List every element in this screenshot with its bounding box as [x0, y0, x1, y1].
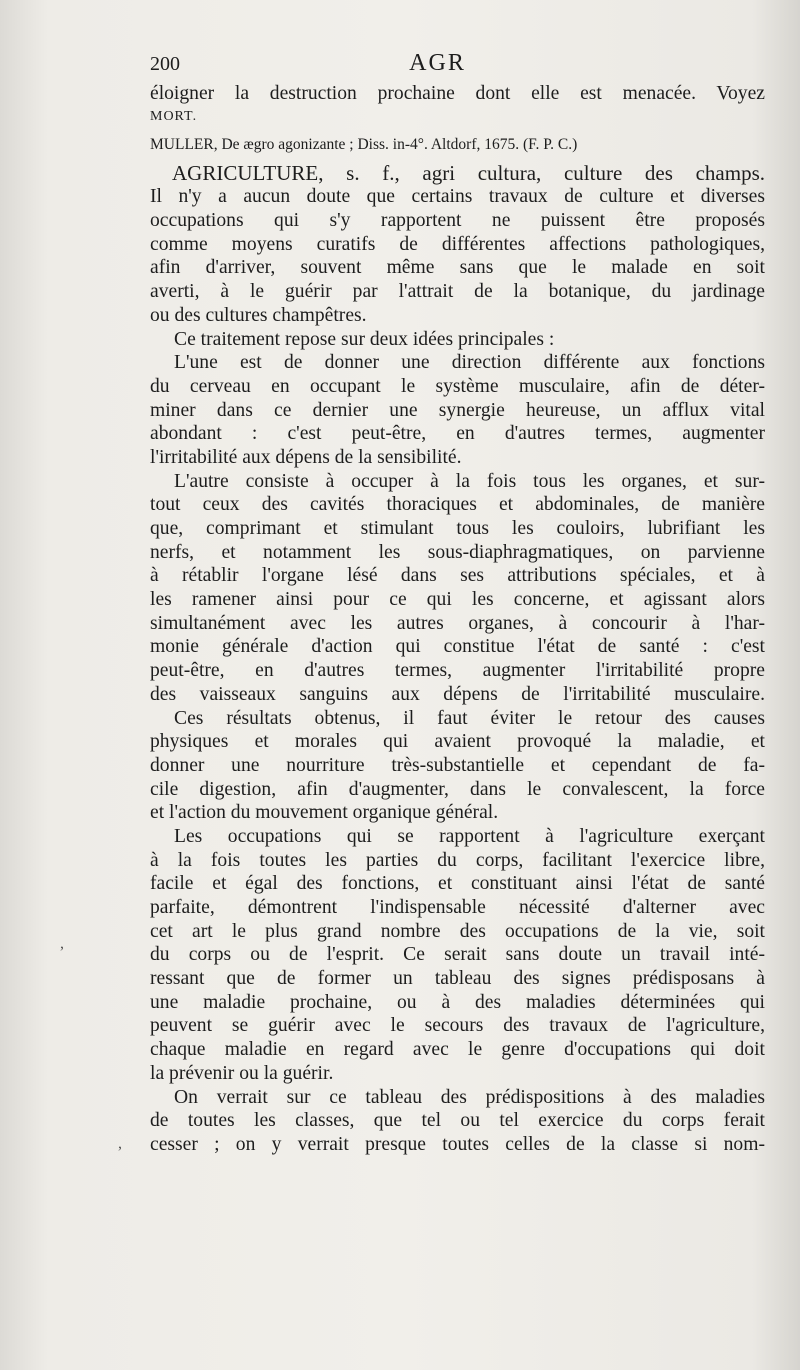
text-line: chaque maladie en regard avec le genre d'occupations qui doit — [150, 1039, 765, 1061]
text-line: du corps ou de l'esprit. Ce serait sans doute un travail inté- — [150, 944, 765, 966]
text-line: de toutes les classes, que tel ou tel exercice du corps ferait — [150, 1110, 765, 1132]
text-line: afin d'arriver, souvent même sans que le malade en soit — [150, 257, 765, 279]
text-line: nerfs, et notamment les sous-diaphragmatiques, on parvienne — [150, 541, 765, 563]
text-line: à rétablir l'organe lésé dans ses attributions spéciales, et à — [150, 565, 765, 587]
text-line: comme moyens curatifs de différentes affections pathologiques, — [150, 233, 765, 255]
text-line: miner dans ce dernier une synergie heureuse, un afflux vital — [150, 399, 765, 421]
text-line: Ces résultats obtenus, il faut éviter le retour des causes — [174, 707, 765, 729]
text-line: cet art le plus grand nombre des occupations de la vie, soit — [150, 920, 765, 942]
text-line: facile et égal des fonctions, et constituant ainsi l'état de santé — [150, 873, 765, 895]
body-text — [150, 82, 765, 1157]
text-line: On verrait sur ce tableau des prédispositions à des maladies — [174, 1086, 765, 1108]
page-number: 200 — [150, 53, 180, 75]
text-line: du cerveau en occupant le système musculaire, afin de déter- — [150, 375, 765, 397]
text-line: AGRICULTURE, s. f., agri cultura, culture des champs. — [172, 161, 765, 185]
text-line: Les occupations qui se rapportent à l'agriculture exerçant — [174, 825, 765, 847]
text-line: ressant que de former un tableau des signes prédisposans à — [150, 968, 765, 990]
text-line: que, comprimant et stimulant tous les couloirs, lubrifiant les — [150, 518, 765, 539]
text-line: MORT. — [150, 108, 198, 124]
text-line: monie générale d'action qui constitue l'état de santé : c'est — [150, 636, 765, 658]
text-line: peut-être, en d'autres termes, augmenter l'irritabilité propre — [150, 660, 765, 682]
text-line: abondant : c'est peut-être, en d'autres termes, augmenter — [150, 423, 765, 445]
text-line: tout ceux des cavités thoraciques et abdominales, de manière — [150, 494, 765, 516]
text-line: simultanément avec les autres organes, à concourir à l'har- — [150, 612, 765, 634]
text-line: des vaisseaux sanguins aux dépens de l'irritabilité musculaire. — [150, 683, 765, 705]
page-header — [150, 50, 765, 82]
running-head: AGR — [409, 50, 466, 76]
text-line: L'autre consiste à occuper à la fois tous les organes, et sur- — [174, 470, 765, 492]
text-line: la prévenir ou la guérir. — [150, 1062, 334, 1084]
text-line: parfaite, démontrent l'indispensable nécessité d'alterner avec — [150, 897, 765, 918]
margin-mark: , — [118, 1135, 122, 1152]
text-line: L'une est de donner une direction différente aux fonctions — [174, 352, 765, 374]
text-column — [150, 50, 765, 1157]
text-line: et l'action du mouvement organique général. — [150, 802, 499, 824]
text-line: Il n'y a aucun doute que certains travaux de culture et diverses — [150, 186, 765, 208]
text-line: occupations qui s'y rapportent ne puissent être proposés — [150, 210, 765, 232]
text-line: éloigner la destruction prochaine dont elle est menacée. Voyez — [150, 83, 765, 104]
text-line: à la fois toutes les parties du corps, facilitant l'exercice libre, — [150, 849, 765, 871]
text-line: MULLER, De ægro agonizante ; Diss. in-4°. Altdorf, 1675. (F. P. C.) — [150, 135, 578, 153]
text-line: peuvent se guérir avec le secours des travaux de l'agriculture, — [150, 1015, 765, 1037]
text-line: donner une nourriture très-substantielle et cependant de fa- — [150, 754, 765, 776]
margin-mark: , — [60, 935, 64, 952]
text-line: cesser ; on y verrait presque toutes celles de la classe si nom- — [150, 1133, 765, 1155]
text-line: ou des cultures champêtres. — [150, 304, 367, 326]
text-line: l'irritabilité aux dépens de la sensibilité. — [150, 446, 462, 468]
text-line: physiques et morales qui avaient provoqué la maladie, et — [150, 731, 765, 753]
text-line: les ramener ainsi pour ce qui les concerne, et agissant alors — [150, 589, 765, 611]
text-line: cile digestion, afin d'augmenter, dans le convalescent, la force — [150, 778, 765, 800]
text-line: Ce traitement repose sur deux idées principales : — [174, 328, 555, 350]
text-line: averti, à le guérir par l'attrait de la botanique, du jardinage — [150, 281, 765, 303]
text-line: une maladie prochaine, ou à des maladies déterminées qui — [150, 991, 765, 1013]
